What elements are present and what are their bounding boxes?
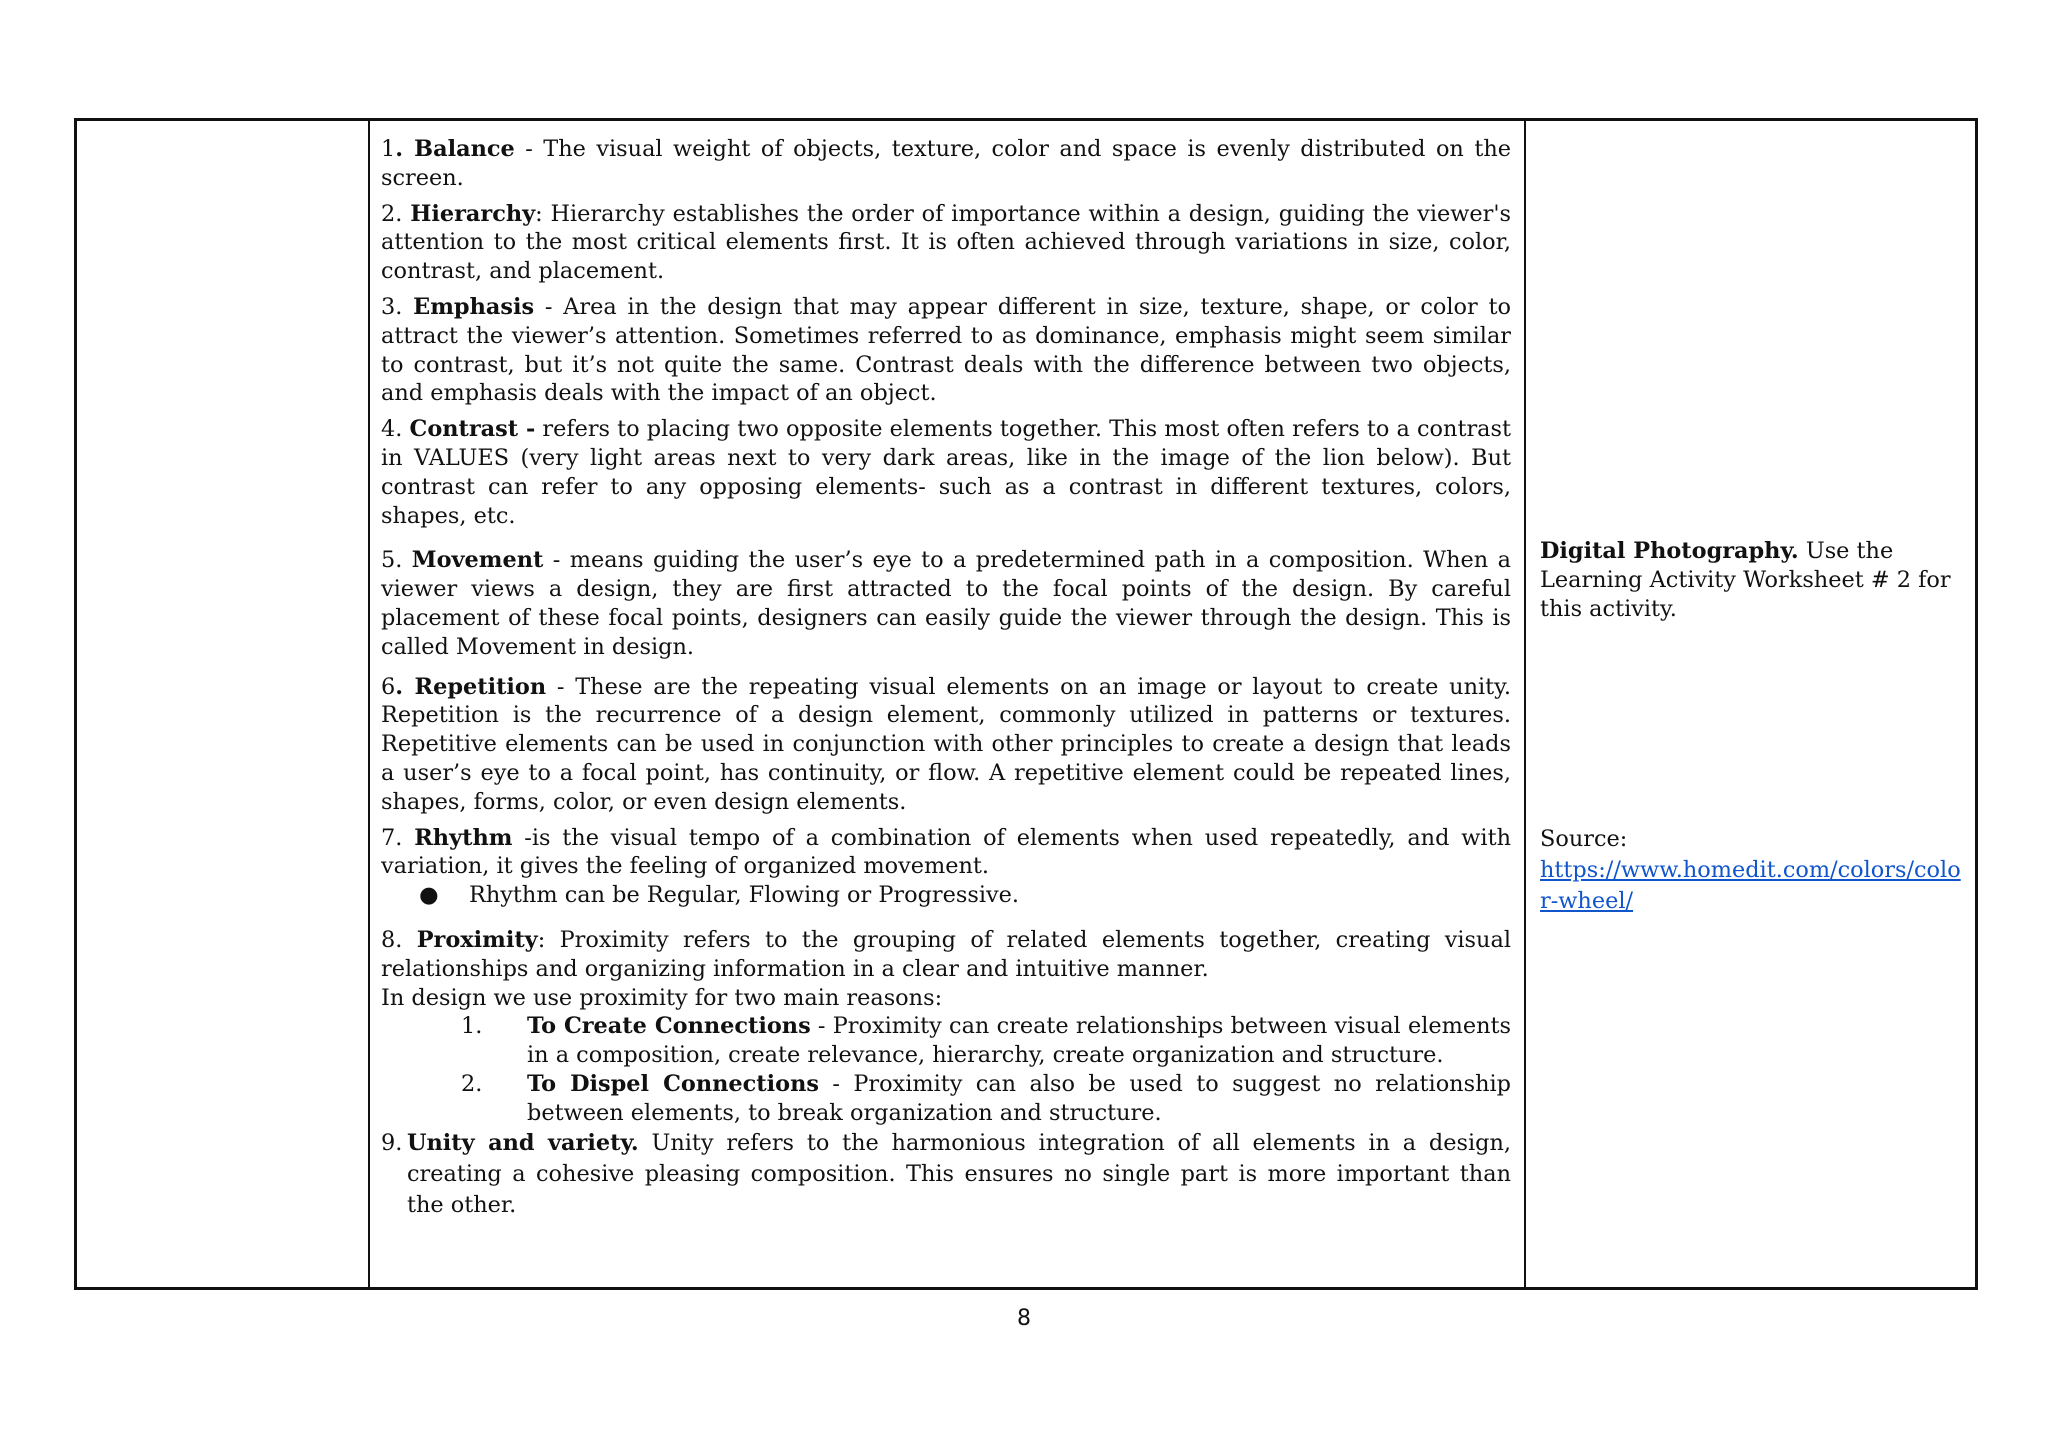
- bullet-icon: ●: [419, 882, 439, 909]
- principle-hierarchy: 2. Hierarchy: Hierarchy establishes the order of importance within a design, guiding the viewer's attention to the most critical elements first. It is often achieved through variations in size, color, contrast, and placement.: [381, 200, 1511, 285]
- source-block: [1540, 824, 1961, 917]
- principle-balance: 1. Balance - The visual weight of objects, texture, color and space is evenly distributed on the screen.: [381, 136, 1511, 191]
- activity-instructions: Digital Photography. Use the Learning Activity Worksheet # 2 for this activity.: [1540, 538, 1951, 622]
- principle-term: Rhythm: [414, 824, 513, 851]
- rhythm-bullet: ● Rhythm can be Regular, Flowing or Progressive.: [419, 882, 1020, 909]
- principle-term: . Balance: [395, 136, 515, 162]
- proximity-intro: In design we use proximity for two main reasons:: [381, 984, 943, 1011]
- source-label: Source:: [1540, 826, 1628, 852]
- left-column: [77, 121, 370, 1287]
- principle-proximity: 8. Proximity: Proximity refers to the grouping of related elements together, creating visual relationships and organizing information in a clear and intuitive manner.: [381, 926, 1511, 982]
- page-number: 8: [1017, 1306, 1031, 1331]
- principle-repetition: 6. Repetition - These are the repeating visual elements on an image or layout to create unity. Repetition is the recurrence of a design element, commonly utilized in patterns or textures. Repetitive elements can be used in conjunction with other principles to create a design that leads a user’s eye to a focal point, has continuity, or flow. A repetitive element could be repeated lines, shapes, forms, color, or even design elements.: [381, 673, 1511, 815]
- activity-column: [1526, 121, 1975, 1287]
- principle-term: Unity and variety.: [407, 1129, 639, 1156]
- principle-contrast: 4. Contrast - refers to placing two opposite elements together. This most often refers to a contrast in VALUES (very light areas next to very dark areas, like in the image of the lion below). But contrast can refer to any opposing elements- such as a contrast in different textures, colors, shapes, etc.: [381, 416, 1511, 529]
- content-table: [74, 118, 1978, 1290]
- principle-term: Contrast -: [409, 416, 536, 443]
- principle-term: Movement: [411, 547, 544, 574]
- principle-emphasis: 3. Emphasis - Area in the design that may appear different in size, texture, shape, or color to attract the viewer’s attention. Sometimes referred to as dominance, emphasis might seem similar to contrast, but it’s not quite the same. Contrast deals with the difference between two objects, and emphasis deals with the impact of an object.: [381, 293, 1512, 407]
- principle-term: Proximity: [416, 926, 538, 953]
- proximity-reason-1: 1. To Create Connections - Proximity can create relationships between visual elements in a composition, create relevance, hierarchy, create organization and structure.: [461, 1013, 1512, 1069]
- principle-movement: 5. Movement - means guiding the user’s eye to a predetermined path in a composition. When a viewer views a design, they are first attracted to the focal points of the design. By careful placement of these focal points, designers can easily guide the viewer through the design. This is called Movement in design.: [381, 547, 1511, 660]
- principle-term: Emphasis: [413, 293, 535, 320]
- principle-unity: 9. Unity and variety. Unity refers to the harmonious integration of all elements in a design, creating a cohesive pleasing composition. This ensures no single part is more important than the other.: [381, 1129, 1511, 1218]
- source-link[interactable]: https://www.homedit.com/colors/color-wheel/: [1540, 857, 1961, 914]
- principle-term: . Repetition: [395, 673, 547, 700]
- principle-term: Hierarchy: [410, 200, 536, 227]
- proximity-reason-2: 2. To Dispel Connections - Proximity can also be used to suggest no relationship between elements, to break organization and structure.: [461, 1070, 1512, 1126]
- principles-column: [370, 121, 1526, 1287]
- principle-rhythm: 7. Rhythm -is the visual tempo of a combination of elements when used repeatedly, and with variation, it gives the feeling of organized movement.: [381, 824, 1511, 880]
